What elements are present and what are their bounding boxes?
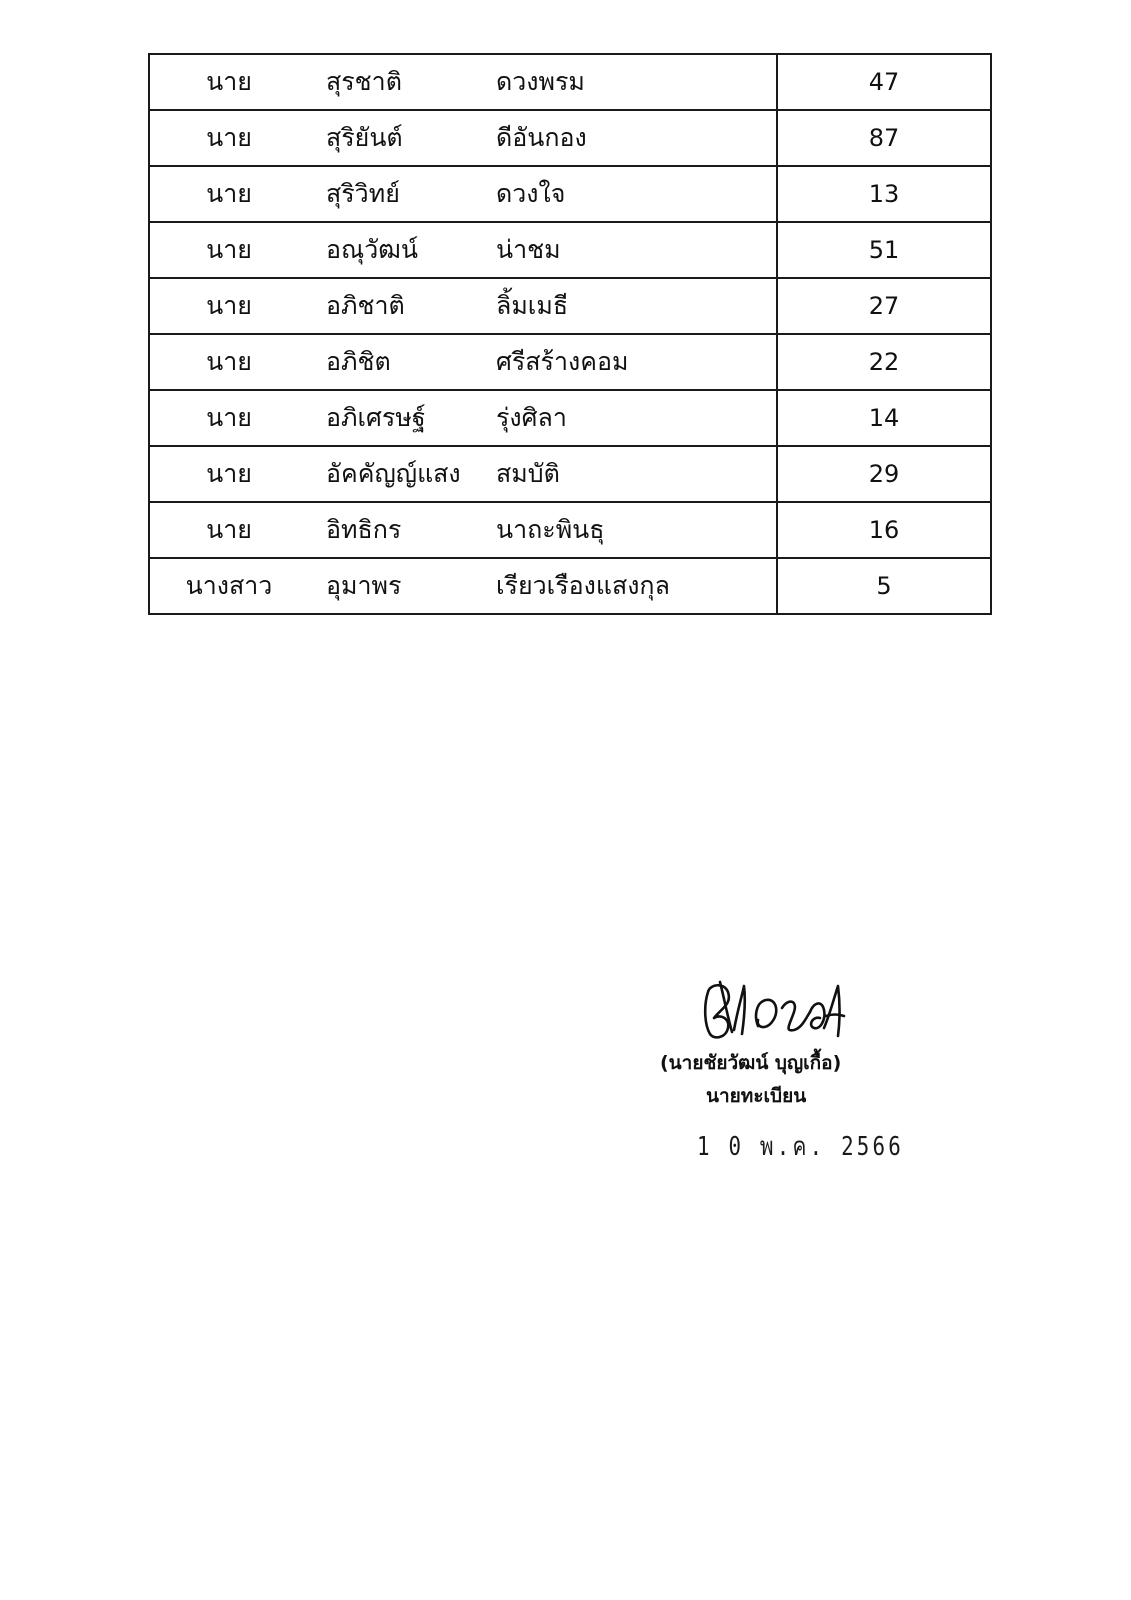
- title-cell: นาย: [149, 446, 286, 502]
- last-name-cell: นาถะพินธุ: [496, 502, 777, 558]
- title-cell: นาย: [149, 110, 286, 166]
- count-cell: 29: [777, 446, 991, 502]
- title-cell: นาย: [149, 54, 286, 110]
- roster-table: [148, 53, 992, 615]
- table-row: [149, 390, 991, 446]
- signer-position: นายทะเบียน: [706, 1085, 807, 1107]
- stamp-date: 1 0 พ.ค. 2566: [697, 1132, 904, 1162]
- title-cell: นางสาว: [149, 558, 286, 614]
- first-name-cell: อัคคัญญ์แสง: [286, 446, 496, 502]
- title-cell: นาย: [149, 390, 286, 446]
- table-row: [149, 502, 991, 558]
- count-cell: 14: [777, 390, 991, 446]
- table-row: [149, 54, 991, 110]
- title-cell: นาย: [149, 278, 286, 334]
- table-row: [149, 222, 991, 278]
- first-name-cell: สุริยันต์: [286, 110, 496, 166]
- first-name-cell: สุริวิทย์: [286, 166, 496, 222]
- count-cell: 87: [777, 110, 991, 166]
- table-row: [149, 558, 991, 614]
- first-name-cell: อภิชาติ: [286, 278, 496, 334]
- last-name-cell: รุ่งศิลา: [496, 390, 777, 446]
- count-cell: 51: [777, 222, 991, 278]
- table-row: [149, 166, 991, 222]
- first-name-cell: สุรชาติ: [286, 54, 496, 110]
- first-name-cell: อภิเศรษฐ์: [286, 390, 496, 446]
- title-cell: นาย: [149, 222, 286, 278]
- last-name-cell: ศรีสร้างคอม: [496, 334, 777, 390]
- first-name-cell: อิทธิกร: [286, 502, 496, 558]
- count-cell: 47: [777, 54, 991, 110]
- last-name-cell: ลิ้มเมธี: [496, 278, 777, 334]
- first-name-cell: อภิชิต: [286, 334, 496, 390]
- last-name-cell: ดวงใจ: [496, 166, 777, 222]
- last-name-cell: เรียวเรืองแสงกุล: [496, 558, 777, 614]
- first-name-cell: อุมาพร: [286, 558, 496, 614]
- title-cell: นาย: [149, 502, 286, 558]
- first-name-cell: อณุวัฒน์: [286, 222, 496, 278]
- count-cell: 27: [777, 278, 991, 334]
- table-row: [149, 334, 991, 390]
- roster-table-body: [149, 54, 991, 614]
- count-cell: 16: [777, 502, 991, 558]
- table-row: [149, 110, 991, 166]
- last-name-cell: น่าชม: [496, 222, 777, 278]
- signer-name: (นายชัยวัฒน์ บุญเกื้อ): [660, 1052, 842, 1074]
- signature-image: [698, 978, 848, 1040]
- last-name-cell: ดีอันกอง: [496, 110, 777, 166]
- table-row: [149, 446, 991, 502]
- count-cell: 22: [777, 334, 991, 390]
- title-cell: นาย: [149, 166, 286, 222]
- title-cell: นาย: [149, 334, 286, 390]
- last-name-cell: ดวงพรม: [496, 54, 777, 110]
- count-cell: 13: [777, 166, 991, 222]
- table-row: [149, 278, 991, 334]
- count-cell: 5: [777, 558, 991, 614]
- last-name-cell: สมบัติ: [496, 446, 777, 502]
